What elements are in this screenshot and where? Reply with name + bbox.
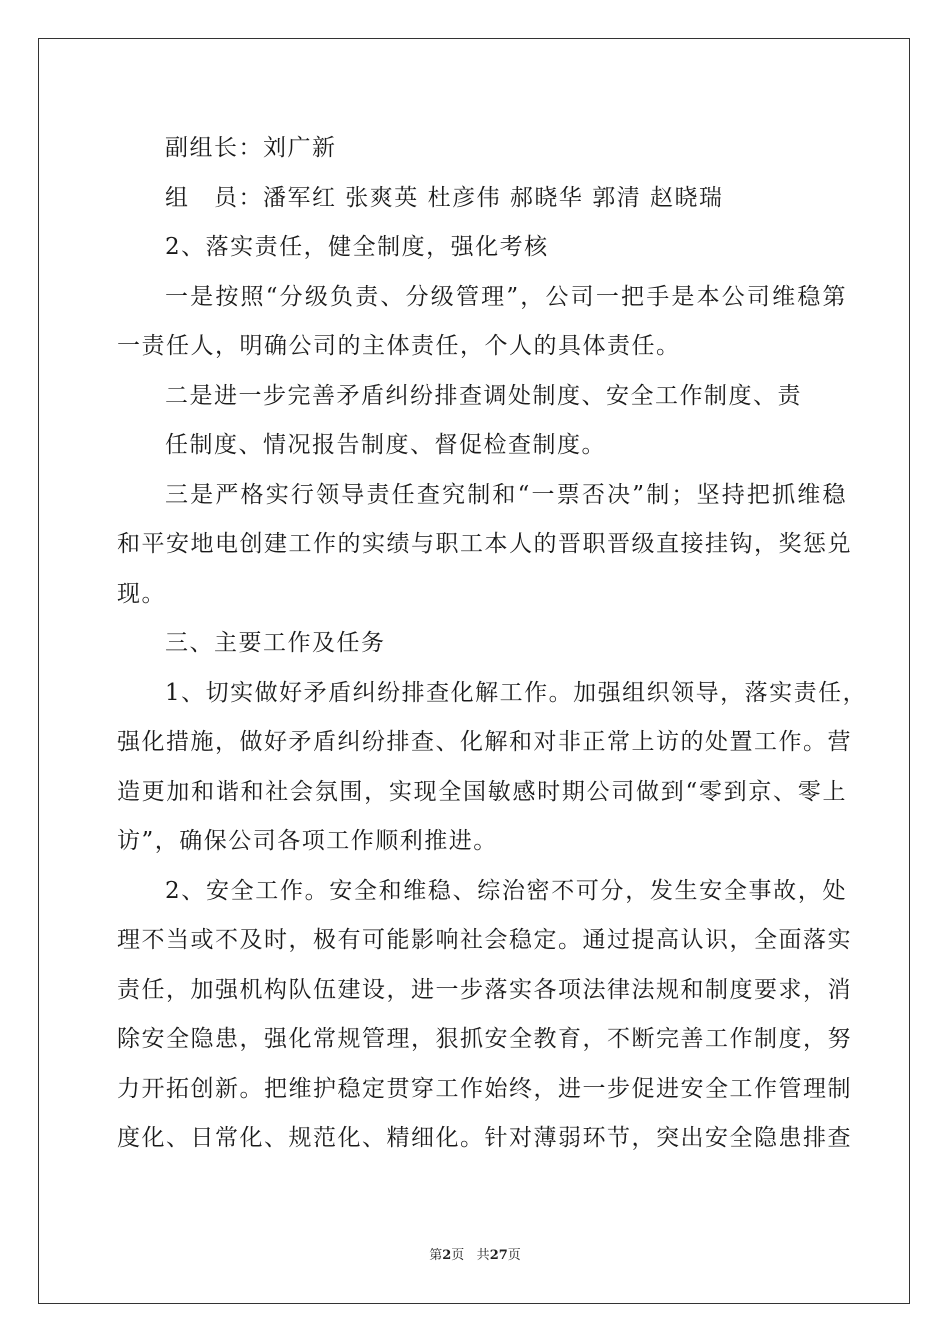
footer-page-number: 2 [442,1248,452,1263]
footer-page-prefix: 第 [429,1248,443,1263]
footer-total-suffix: 页 [507,1248,521,1263]
text-line: 和平安地电创建工作的实绩与职工本人的晋职晋级直接挂钩，奖惩兑 [117,531,852,557]
text-line: 现。 [117,580,166,607]
text-line: 造更加和谐和社会氛围，实现全国敏感时期公司做到“零到京、零上 [117,778,847,805]
text-line: 2、安全工作。安全和维稳、综治密不可分，发生安全事故，处 [165,877,847,904]
text-line: 理不当或不及时，极有可能影响社会稳定。通过提高认识，全面落实 [117,927,852,953]
text-line: 副组长：刘广新 [165,135,337,161]
text-line: 1、切实做好矛盾纠纷排查化解工作。加强组织领导，落实责任， [165,679,868,706]
text-line: 除安全隐患，强化常规管理，狠抓安全教育，不断完善工作制度，努 [117,1026,852,1052]
text-line: 组 员：潘军红 张爽英 杜彦伟 郝晓华 郭清 赵晓瑞 [165,184,724,211]
text-line: 责任，加强机构队伍建设，进一步落实各项法律法规和制度要求，消 [117,976,852,1003]
text-line: 三是严格实行领导责任查究制和“一票否决”制；坚持把抓维稳 [165,481,847,508]
footer-total-prefix: 共 [476,1248,490,1263]
text-line: 一是按照“分级负责、分级管理”，公司一把手是本公司维稳第 [165,283,847,310]
text-line: 任制度、情况报告制度、督促检查制度。 [165,432,606,458]
text-line: 访”，确保公司各项工作顺利推进。 [117,828,498,854]
text-line: 2、落实责任，健全制度，强化考核 [165,234,549,260]
text-line: 强化措施，做好矛盾纠纷排查、化解和对非正常上访的处置工作。营 [117,729,852,755]
page-footer [0,1244,950,1263]
text-line: 二是进一步完善矛盾纠纷排查调处制度、安全工作制度、责 [165,382,802,409]
footer-page-suffix: 页 [451,1248,465,1263]
text-line: 三、主要工作及任务 [165,630,386,656]
text-line: 度化、日常化、规范化、精细化。针对薄弱环节，突出安全隐患排查 [117,1125,852,1151]
document-body [117,124,868,1164]
footer-total-pages: 27 [489,1248,508,1263]
text-line: 一责任人，明确公司的主体责任，个人的具体责任。 [117,333,681,359]
text-line: 力开拓创新。把维护稳定贯穿工作始终，进一步促进安全工作管理制 [117,1075,852,1102]
